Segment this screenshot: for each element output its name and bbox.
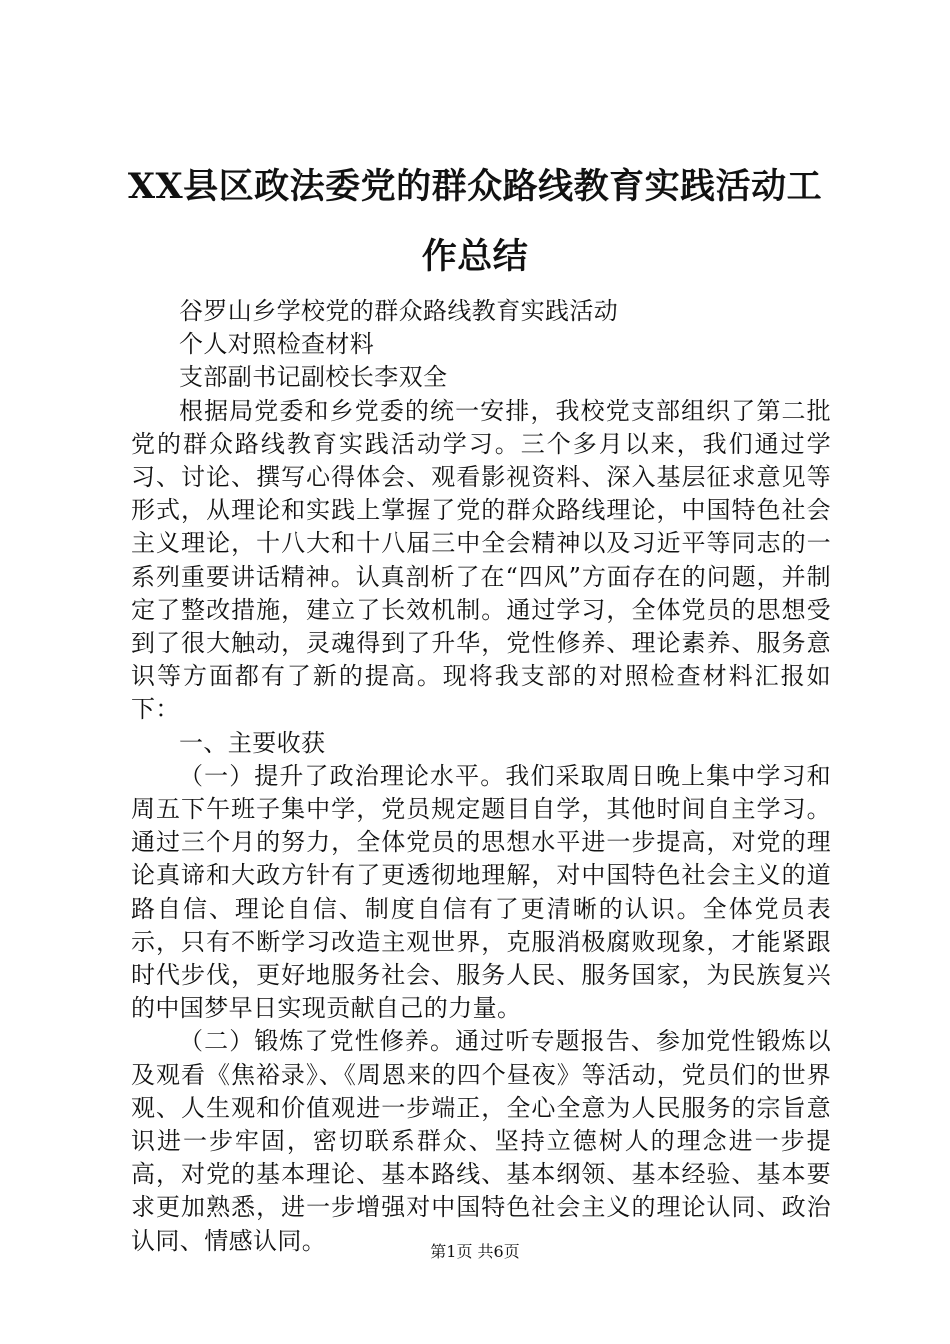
section-heading-main-gains: 一、主要收获 [179,728,326,757]
page-footer: 第1页 共6页 [430,1242,520,1261]
paragraph-party-spirit: （二）锻炼了党性修养。通过听专题报告、参加党性锻炼以及观看《焦裕录》、《周恩来的四个昼夜》等活动，党员们的世界观、人生观和价值观进一步端正，全心全意为人民服务的宗旨意识进一步牢固，密切联系群众、坚持立德树人的理念进一步提高，对党的基本理论、基本路线、基本纲领、基本经验、基本要求更加熟悉，进一步增强对中国特色社会主义的理论认同、政治认同、情感认同。 [131,1027,831,1255]
material-type-line: 个人对照检查材料 [179,330,375,359]
school-activity-heading: 谷罗山乡学校党的群众路线教育实践活动 [179,297,619,325]
paragraph-political-theory: （一）提升了政治理论水平。我们采取周日晚上集中学习和周五下午班子集中学，党员规定题目自学，其他时间自主学习。通过三个月的努力，全体党员的思想水平进一步提高，对党的理论真谛和大政方针有了更透彻地理解，对中国特色社会主义的道路自信、理论自信、制度自信有了更清晰的认识。全体党员表示，只有不断学习改造主观世界，克服消极腐败现象，才能紧跟时代步伐，更好地服务社会、服务人民、服务国家，为民族复兴的中国梦早日实现贡献自己的力量。 [131,761,831,1023]
author-line: 支部副书记副校长李双全 [179,363,448,392]
document-body [131,295,831,1258]
intro-paragraph: 根据局党委和乡党委的统一安排，我校党支部组织了第二批党的群众路线教育实践活动学习。三个多月以来，我们通过学习、讨论、撰写心得体会、观看影视资料、深入基层征求意见等形式，从理论和实践上掌握了党的群众路线理论，中国特色社会主义理论，十八大和十八届三中全会精神以及习近平等同志的一系列重要讲话精神。认真剖析了在“四风”方面存在的问题，并制定了整改措施，建立了长效机制。通过学习，全体党员的思想受到了很大触动，灵魂得到了升华，党性修养、理论素养、服务意识等方面都有了新的提高。现将我支部的对照检查材料汇报如下： [131,396,831,724]
document-title: XX县区政法委党的群众路线教育实践活动工作总结 [127,166,823,277]
